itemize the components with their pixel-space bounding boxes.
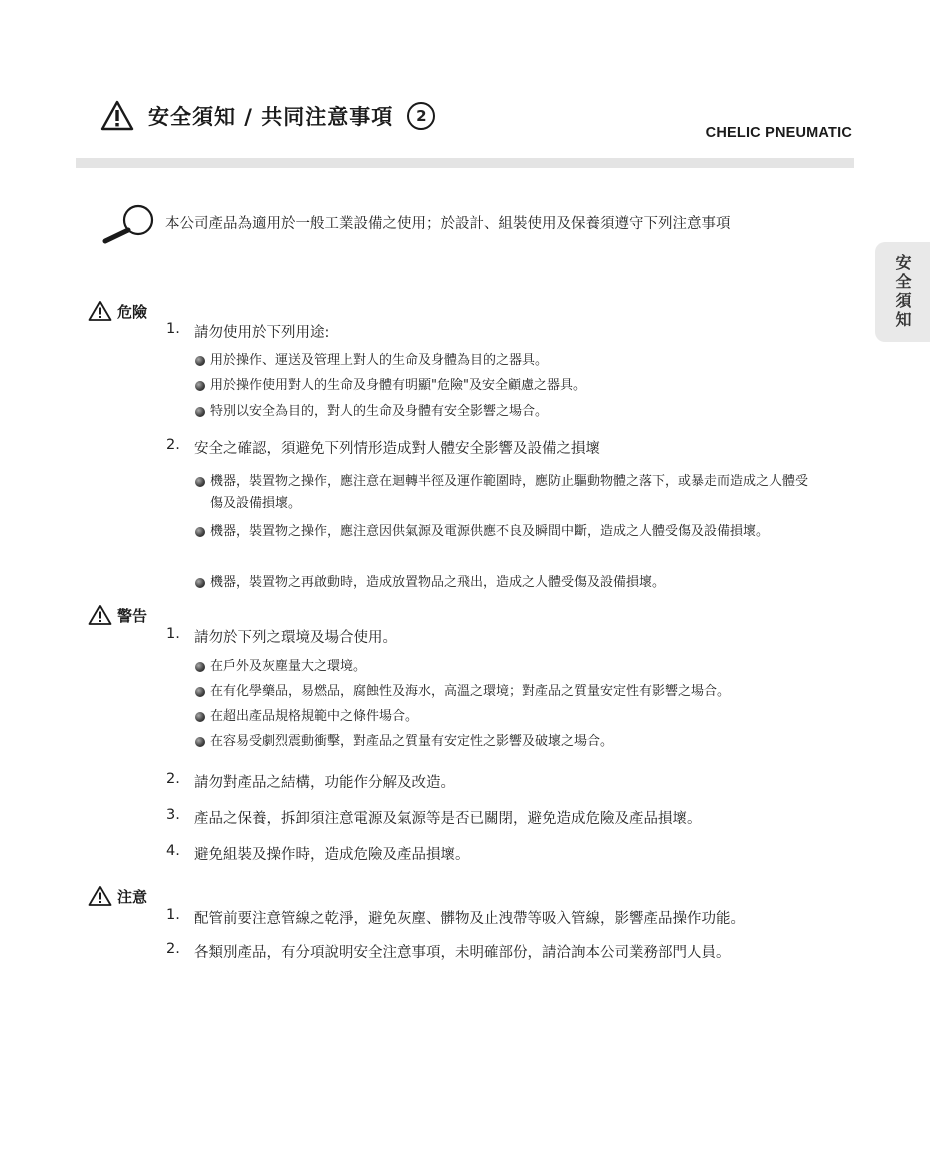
bullet-icon	[195, 407, 205, 417]
bullet-text: 在容易受劇烈震動衝擊，對產品之質量有安定性之影響及破壞之場合。	[210, 734, 614, 749]
danger-heading	[88, 300, 147, 322]
list-item	[166, 941, 731, 962]
side-tab[interactable]	[875, 242, 930, 342]
bullet-item	[195, 375, 820, 397]
bullet-item	[195, 521, 820, 543]
bullet-text: 在戶外及灰塵量大之環境。	[210, 659, 367, 674]
list-item	[166, 437, 600, 458]
list-item	[166, 626, 397, 647]
item-number: 1.	[166, 907, 180, 923]
list-item	[166, 771, 455, 792]
list-item	[166, 807, 702, 828]
list-item	[166, 321, 329, 342]
warning-triangle-icon	[88, 604, 112, 626]
page-header	[100, 96, 435, 136]
bullet-text: 機器，裝置物之操作，應注意在迴轉半徑及運作範圍時，應防止驅動物體之落下，或暴走而造成之人體受傷及設備損壞。	[210, 474, 809, 511]
caution-heading	[88, 885, 147, 907]
item-number: 2.	[166, 941, 180, 957]
bullet-item	[195, 681, 820, 703]
item-text: 產品之保養，拆卸須注意電源及氣源等是否已關閉，避免造成危險及產品損壞。	[194, 811, 702, 827]
bullet-icon	[195, 578, 205, 588]
bullet-text: 用於操作、運送及管理上對人的生命及身體為目的之器具。	[210, 353, 549, 368]
header-divider	[76, 158, 854, 168]
bullet-icon	[195, 712, 205, 722]
brand-name: CHELIC PNEUMATIC	[705, 125, 852, 141]
warning-triangle-icon	[88, 300, 112, 322]
warning-heading	[88, 604, 147, 626]
bullet-icon	[195, 477, 205, 487]
item-text: 請勿對產品之結構，功能作分解及改造。	[194, 775, 455, 791]
item-number: 2.	[166, 437, 180, 453]
item-number: 4.	[166, 843, 180, 859]
item-number: 1.	[166, 626, 180, 642]
warning-triangle-icon	[100, 99, 134, 133]
bullet-text: 特別以安全為目的，對人的生命及身體有安全影響之場合。	[210, 404, 549, 419]
bullet-icon	[195, 381, 205, 391]
item-text: 安全之確認，須避免下列情形造成對人體安全影響及設備之損壞	[194, 441, 600, 457]
page-number-badge: 2	[407, 102, 435, 130]
item-number: 2.	[166, 771, 180, 787]
bullet-icon	[195, 737, 205, 747]
bullet-item	[195, 572, 820, 594]
item-text: 請勿於下列之環境及場合使用。	[194, 630, 397, 646]
bullet-icon	[195, 356, 205, 366]
warning-triangle-icon	[88, 885, 112, 907]
bullet-text: 用於操作使用對人的生命及身體有明顯"危險"及安全顧慮之器具。	[210, 378, 586, 393]
item-text: 請勿使用於下列用途:	[194, 325, 330, 341]
bullet-text: 在有化學藥品，易燃品，腐蝕性及海水，高溫之環境；對產品之質量安定性有影響之場合。	[210, 684, 731, 699]
bullet-item	[195, 656, 820, 678]
list-item	[166, 843, 470, 864]
page-title: 安全須知 / 共同注意事項	[148, 105, 394, 129]
side-tab-label: 安全須知	[893, 254, 912, 330]
bullet-text: 在超出產品規格規範中之條件場合。	[210, 709, 419, 724]
item-number: 1.	[166, 321, 180, 337]
bullet-text: 機器，裝置物之操作，應注意因供氣源及電源供應不良及瞬間中斷，造成之人體受傷及設備損壞。	[210, 524, 770, 539]
bullet-text: 機器，裝置物之再啟動時，造成放置物品之飛出，造成之人體受傷及設備損壞。	[210, 575, 666, 590]
bullet-item	[195, 350, 820, 372]
caution-label: 注意	[117, 887, 148, 906]
item-text: 避免組裝及操作時，造成危險及產品損壞。	[194, 847, 470, 863]
item-text: 配管前要注意管線之乾淨，避免灰塵、髒物及止洩帶等吸入管線，影響產品操作功能。	[194, 911, 745, 927]
item-number: 3.	[166, 807, 180, 823]
bullet-icon	[195, 662, 205, 672]
list-item	[166, 907, 745, 928]
bullet-item	[195, 401, 820, 423]
bullet-item	[195, 706, 820, 728]
bullet-item	[195, 731, 820, 753]
bullet-item	[195, 471, 820, 515]
danger-label: 危險	[117, 302, 148, 321]
item-text: 各類別產品，有分項說明安全注意事項，未明確部份，請洽詢本公司業務部門人員。	[194, 945, 731, 961]
intro-text: 本公司產品為適用於一般工業設備之使用；於設計、組裝使用及保養須遵守下列注意事項	[165, 216, 731, 232]
magnifier-icon	[100, 203, 156, 245]
warning-label: 警告	[117, 606, 148, 625]
bullet-icon	[195, 527, 205, 537]
bullet-icon	[195, 687, 205, 697]
